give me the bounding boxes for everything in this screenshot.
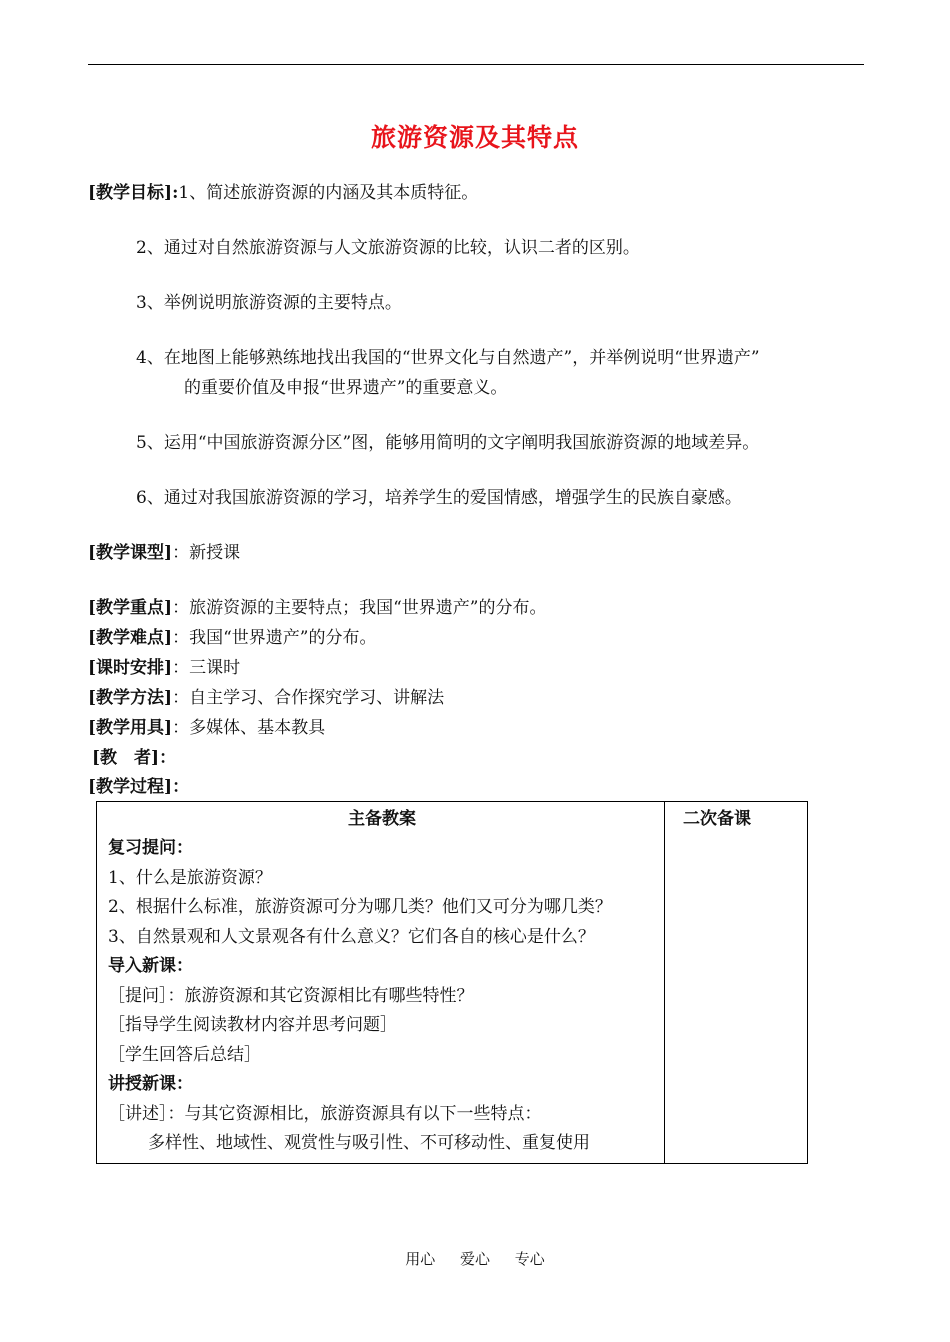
lesson-plan-table <box>96 801 808 1164</box>
lecture-heading: 讲授新课： <box>108 1074 193 1094</box>
objective-line-1 <box>88 181 478 205</box>
intro-item-1: ［提问］：旅游资源和其它资源相比有哪些特性？ <box>108 985 474 1006</box>
secondary-plan-header: 二次备课 <box>683 809 751 829</box>
info-label: [教学过程] <box>88 777 173 797</box>
intro-heading: 导入新课： <box>108 956 193 976</box>
info-label: [教 者] <box>92 748 160 768</box>
info-tools <box>88 716 325 740</box>
info-value: ： <box>159 748 177 768</box>
info-value: ：我国“世界遗产”的分布。 <box>172 628 377 648</box>
info-label: [教学用具] <box>88 718 173 738</box>
page-footer <box>0 1248 950 1269</box>
info-methods <box>88 686 444 710</box>
review-heading: 复习提问： <box>108 838 193 858</box>
footer-word: 专心 <box>514 1250 545 1268</box>
footer-word: 爱心 <box>459 1250 490 1268</box>
info-label: [课时安排] <box>88 658 173 678</box>
info-lesson-type <box>88 541 240 565</box>
review-question-3: 3、自然景观和人文景观各有什么意义？它们各自的核心是什么？ <box>108 926 595 947</box>
objective-item-5: 5、运用“中国旅游资源分区”图，能够用简明的文字阐明我国旅游资源的地域差异。 <box>136 433 760 453</box>
objective-item-4-cont: 的重要价值及申报“世界遗产”的重要意义。 <box>184 378 508 398</box>
info-value: ：三课时 <box>172 658 241 678</box>
objective-item-3: 3、举例说明旅游资源的主要特点。 <box>136 293 402 313</box>
review-question-2: 2、根据什么标准，旅游资源可分为哪几类？他们又可分为哪几类？ <box>108 897 612 917</box>
header-rule <box>88 64 864 65</box>
main-plan-column <box>97 802 665 1164</box>
intro-item-3: ［学生回答后总结］ <box>108 1044 261 1065</box>
lecture-item-2: 多样性、地域性、观赏性与吸引性、不可移动性、重复使用 <box>148 1133 590 1153</box>
document-title: 旅游资源及其特点 <box>370 123 579 152</box>
info-value: ：旅游资源的主要特点；我国“世界遗产”的分布。 <box>172 598 547 618</box>
info-key-points <box>88 596 546 620</box>
objective-item-1: 1、简述旅游资源的内涵及其本质特征。 <box>178 183 479 203</box>
info-value: ：自主学习、合作探究学习、讲解法 <box>172 688 445 708</box>
main-plan-header: 主备教案 <box>348 809 416 829</box>
info-label: [教学难点] <box>88 628 173 648</box>
info-difficulties <box>88 626 376 650</box>
info-schedule <box>88 656 240 680</box>
info-label: [教学方法] <box>88 688 173 708</box>
objectives-label: [教学目标]: <box>88 183 179 203</box>
info-value: ：新授课 <box>172 543 241 563</box>
info-value: ：多媒体、基本教具 <box>172 718 326 738</box>
objective-item-4: 4、在地图上能够熟练地找出我国的“世界文化与自然遗产”，并举例说明“世界遗产” <box>136 348 760 368</box>
secondary-plan-column <box>665 802 808 1164</box>
info-teacher <box>92 746 176 770</box>
info-label: [教学重点] <box>88 598 173 618</box>
info-process <box>88 775 189 799</box>
objective-item-2: 2、通过对自然旅游资源与人文旅游资源的比较，认识二者的区别。 <box>136 238 640 258</box>
footer-word: 用心 <box>405 1250 436 1268</box>
intro-item-2: ［指导学生阅读教材内容并思考问题］ <box>108 1015 397 1035</box>
info-value: ： <box>172 777 190 797</box>
review-question-1: 1、什么是旅游资源？ <box>108 867 272 888</box>
lecture-item-1: ［讲述］：与其它资源相比，旅游资源具有以下一些特点： <box>108 1103 542 1124</box>
objective-item-6: 6、通过对我国旅游资源的学习，培养学生的爱国情感，增强学生的民族自豪感。 <box>136 488 742 508</box>
info-label: [教学课型] <box>88 543 173 563</box>
